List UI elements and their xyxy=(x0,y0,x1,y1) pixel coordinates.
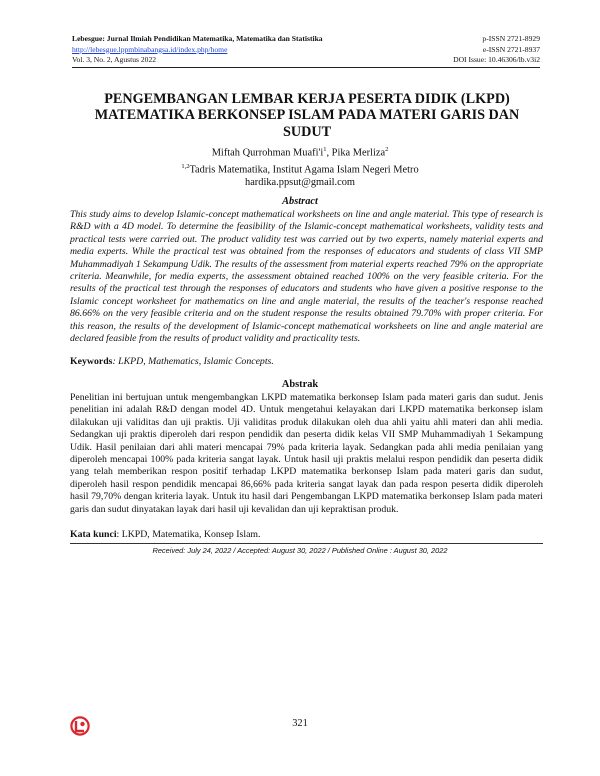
affiliation-sup: 1,2 xyxy=(181,162,190,170)
keywords-id xyxy=(70,529,543,541)
author-block xyxy=(60,143,540,190)
received-divider xyxy=(70,543,543,544)
doi-issue: DOI Issue: 10.46306/lb.v3i2 xyxy=(453,55,540,65)
header-row-2 xyxy=(72,45,540,56)
received-dates: Received: July 24, 2022 / Accepted: August 30, 2022 / Published Online : August 30, 2022 xyxy=(152,546,448,555)
journal-header xyxy=(72,34,540,66)
affiliation: Tadris Matematika, Institut Agama Islam Negeri Metro xyxy=(189,164,419,176)
abstract-heading-id: Abstrak xyxy=(281,379,319,390)
author-1: Miftah Qurrohman Muafi'i xyxy=(211,147,324,159)
keywords-values-id: : LKPD, Matematika, Konsep Islam. xyxy=(116,529,261,540)
author-2-sup: 2 xyxy=(385,146,389,153)
e-issn: e-ISSN 2721-8937 xyxy=(482,44,540,54)
keywords-label-en: Keywords xyxy=(70,356,113,367)
abstract-heading-en: Abstract xyxy=(282,196,318,207)
journal-url-link[interactable]: http://lebesgue.lppmbinabangsa.id/index.php/home xyxy=(72,44,228,54)
p-issn: p-ISSN 2721-8929 xyxy=(482,34,540,43)
author-line xyxy=(60,143,540,160)
journal-name: Lebesgue: Jurnal Ilmiah Pendidikan Matematika, Matematika dan Statistika xyxy=(72,34,323,43)
header-divider xyxy=(72,67,540,68)
paper-title: PENGEMBANGAN LEMBAR KERJA PESERTA DIDIK (LKPD) MATEMATIKA BERKONSEP ISLAM PADA MATERI GARIS DAN SUDUT xyxy=(94,91,520,140)
abstract-text-id: Penelitian ini bertujuan untuk mengembangkan LKPD matematika berkonsep Islam pada materi garis dan sudut. Jenis penelitian ini adalah R&D dengan model 4D. Untuk mengetahui kelayakan dari LKPD matematika berkonsep islam dilakukan uji validitas dan uji praktis. Uji validitas produk dilakukan oleh dua ahli yaitu ahli materi dan ahli media. Sedangkan uji praktis diperoleh dari respon pendidik dan peserta didik kelas VII SMP Muhammadiyah 1 Sekampung Udik. Hasil penilaian dari ahli materi mencapai 79% pada kriteria layak. Sedangkan pada ahli media penilaian yang diperoleh mencapai 100% pada kriteria sangat layak. Untuk hasil uji praktis melalui respon pendidik dan peserta didik yang telah memberikan respon positif terhadap LKPD matematika berkonsep Islam pada materi garis dan sudut, diperoleh hasil respon pendidik mencapai 86,66% pada kriteria sangat layak dan pada respon peserta didik diperoleh hasil 79,70% dengan kriteria layak. Untuk itu hasil dari Pengembangan LKPD matematika berkonsep Islam pada materi garis dan sudut dinyatakan layak dari hasil uji kevalidan dan uji kepraktisan produk. xyxy=(70,392,543,515)
author-separator: , xyxy=(326,147,332,159)
author-2: Pika Merliza xyxy=(331,147,386,159)
keywords-en xyxy=(70,356,543,368)
page-number: 321 xyxy=(292,718,308,729)
keywords-values-en: : LKPD, Mathematics, Islamic Concepts. xyxy=(112,356,274,367)
author-email: hardika.ppsut@gmail.com xyxy=(245,177,355,189)
abstract-text-en: This study aims to develop Islamic-concept mathematical worksheets on line and angle material. This type of research is R&D with a 4D model. To determine the feasibility of the Islamic-concept mathematical worksheets, validity tests and practical tests were carried out. The product validity test was carried out by two experts, namely material experts and media experts. While the practical test was obtained from the responses of educators and students of class VII SMP Muhammadiyah 1 Sekampung Udik. The results of the assessment from material experts reached 79% on the appropriate criteria. Meanwhile, for media experts, the assessment obtained reached 100% on the very feasible criteria. For the results of the practical test through the responses of educators and students who have given a positive response to the Islamic concept worksheet for mathematics on line and angle material, the results of the teacher's response reached 86.66% on the very feasible criteria and on the student response the results obtained 79.70% with proper criteria. For this reason, the results of the development of Islamic-concept mathematical worksheets on line and angle material are declared feasible from the results of product validity and practicality tests. xyxy=(70,209,543,345)
affiliation-line xyxy=(60,160,540,177)
header-row-3 xyxy=(72,55,540,66)
header-row-1 xyxy=(72,34,540,45)
author-1-sup: 1 xyxy=(323,146,327,153)
volume-info: Vol. 3, No. 2, Agustus 2022 xyxy=(72,55,157,65)
keywords-label-id: Kata kunci xyxy=(70,529,117,540)
